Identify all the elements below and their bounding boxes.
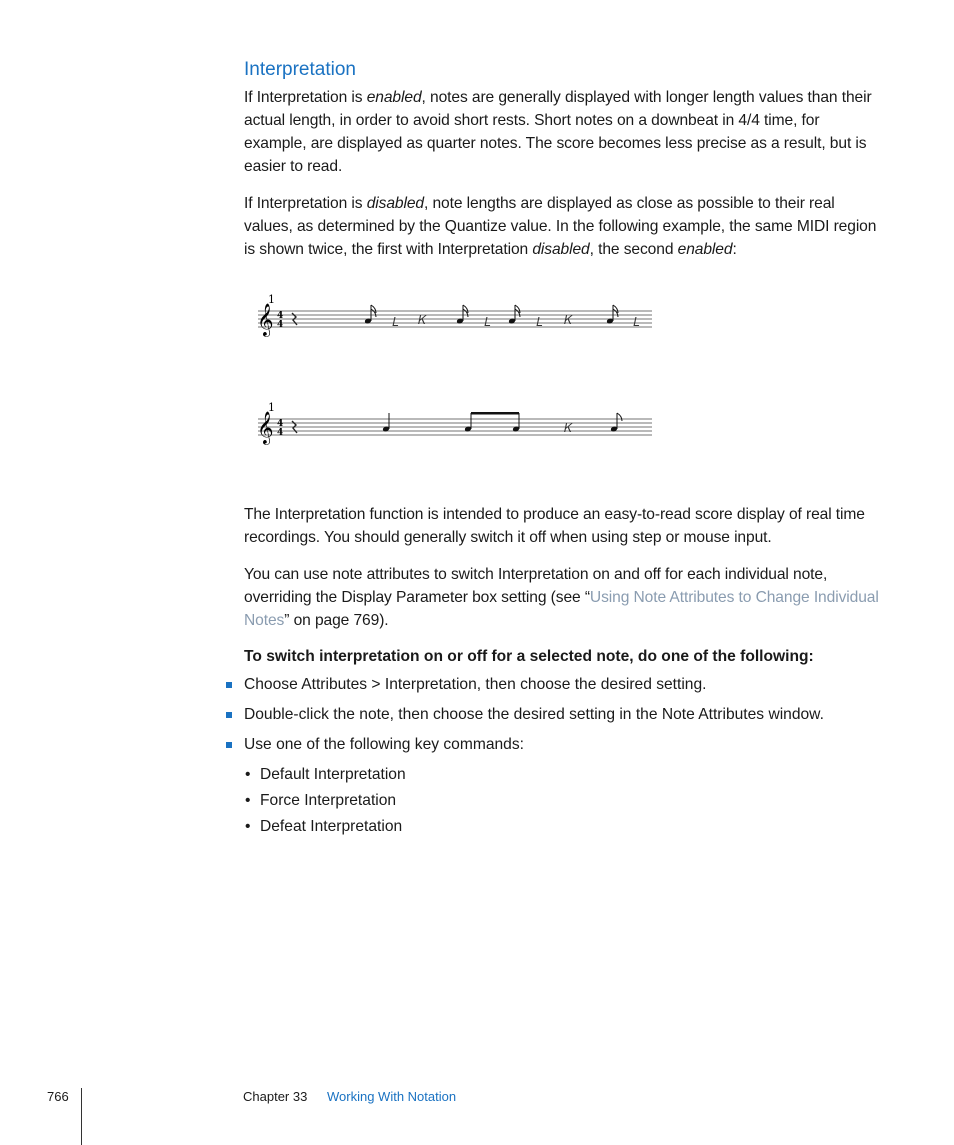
- text-run: If Interpretation is: [244, 195, 367, 212]
- measure-number: 1: [268, 293, 275, 306]
- time-signature-top: 4: [277, 419, 284, 429]
- paragraph-note-attributes: [244, 563, 884, 632]
- task-list-item: [244, 674, 884, 696]
- task-step-text: Double-click the note, then choose the desired setting in the Note Attributes window.: [244, 706, 824, 723]
- time-signature-bottom: 4: [277, 320, 284, 330]
- score-staff-enabled: [250, 399, 670, 449]
- bullet-icon: •: [245, 766, 251, 783]
- key-command-text: Force Interpretation: [260, 792, 397, 809]
- sixteenth-rest-icon: 𝐿: [536, 315, 543, 329]
- footer-divider: [81, 1088, 82, 1145]
- sixteenth-rest-icon: 𝐿: [392, 315, 399, 329]
- text-run: , notes are generally displayed with longer length values than their actual length, in order to avoid short rests. Short notes on a downbeat in 4/4 time, for example, are displayed as quarter notes. The score becomes less precise as a result, but is easier to read.: [244, 89, 872, 175]
- task-list-item: [244, 704, 884, 726]
- bullet-icon: •: [245, 792, 251, 809]
- key-command-text: Default Interpretation: [260, 766, 406, 783]
- footer-chapter-title[interactable]: Working With Notation: [327, 1089, 457, 1104]
- paragraph-interpretation-disabled: [244, 192, 884, 261]
- key-command-list: [244, 764, 884, 838]
- task-step-text: Choose Attributes > Interpretation, then choose the desired setting.: [244, 676, 707, 693]
- treble-clef-icon: 𝄞: [257, 303, 274, 336]
- page-content: [244, 58, 884, 846]
- eighth-rest-icon: 𝐾: [564, 313, 573, 327]
- task-list: [244, 674, 884, 838]
- section-title: Interpretation: [244, 59, 356, 80]
- key-command-item: [244, 764, 884, 786]
- bullet-icon: •: [245, 818, 251, 835]
- cross-reference-link[interactable]: Using Note Attributes to Change Individual Notes: [244, 589, 879, 629]
- time-signature-bottom: 4: [277, 428, 284, 438]
- score-example: [250, 291, 670, 481]
- text-run: :: [732, 241, 737, 258]
- page-number: 766: [47, 1089, 69, 1104]
- emphasis: enabled: [366, 89, 422, 106]
- text-run: , note lengths are displayed as close as possible to their real values, as determined by the Quantize value. In the following example, the same MIDI region is shown twice, the first with Interpretation: [244, 195, 877, 258]
- text-run: You can use note attributes to switch Interpretation on and off for each individual note, overriding the Display Parameter box setting (see “: [244, 566, 828, 606]
- square-bullet-icon: [226, 742, 232, 748]
- beamed-eighth-notes-icon: [464, 412, 520, 432]
- square-bullet-icon: [226, 712, 232, 718]
- key-command-text: Defeat Interpretation: [260, 818, 403, 835]
- footer-chapter: Chapter 33: [243, 1089, 308, 1104]
- paragraph-interpretation-function: The Interpretation function is intended to produce an easy-to-read score display of real time recordings. You should generally switch it off when using step or mouse input.: [244, 506, 865, 546]
- score-staff-disabled: [250, 291, 670, 341]
- task-step-text: Use one of the following key commands:: [244, 736, 524, 753]
- task-title: To switch interpretation on or off for a selected note, do one of the following:: [244, 648, 814, 665]
- eighth-rest-icon: 𝐾: [564, 421, 573, 435]
- sixteenth-rest-icon: 𝐿: [484, 315, 491, 329]
- key-command-item: [244, 790, 884, 812]
- emphasis: disabled: [532, 241, 590, 258]
- measure-number: 1: [268, 401, 275, 414]
- text-run: If Interpretation is: [244, 89, 367, 106]
- emphasis: enabled: [677, 241, 733, 258]
- square-bullet-icon: [226, 682, 232, 688]
- key-command-item: [244, 816, 884, 838]
- text-run: , the second: [589, 241, 678, 258]
- sixteenth-rest-icon: 𝐿: [633, 315, 640, 329]
- paragraph-interpretation-enabled: [244, 86, 884, 178]
- task-list-item: [244, 734, 884, 838]
- eighth-rest-icon: 𝐾: [418, 313, 427, 327]
- time-signature-top: 4: [277, 311, 284, 321]
- text-run: ” on page 769).: [284, 612, 389, 629]
- treble-clef-icon: 𝄞: [257, 411, 274, 444]
- emphasis: disabled: [366, 195, 425, 212]
